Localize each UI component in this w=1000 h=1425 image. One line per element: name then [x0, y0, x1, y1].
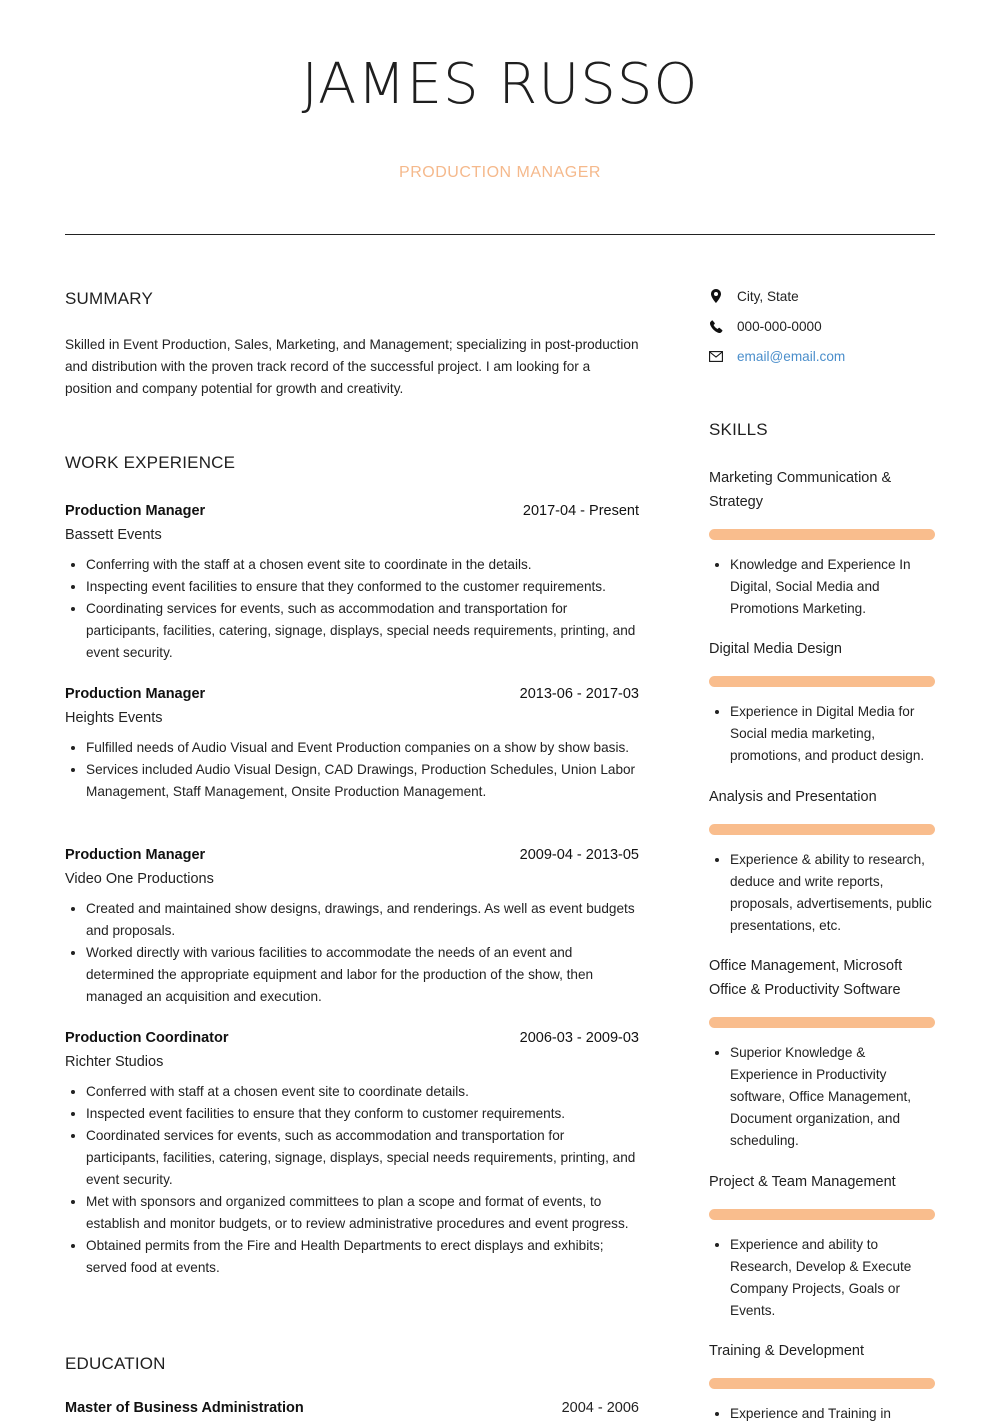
skill-level-bar: [709, 529, 935, 540]
job-entry: [65, 682, 639, 803]
education-dates: 2004 - 2006: [561, 1400, 639, 1416]
contact-phone: [709, 316, 822, 336]
location-text: City, State: [737, 288, 799, 304]
job-bullet: • Met with sponsors and organized committees to plan a scope and format of events, to establish and monitor budgets, or to review administrative procedures and event progress.: [86, 1191, 639, 1235]
skill-entry: [709, 1339, 935, 1425]
skill-bullets: [709, 701, 935, 767]
job-position: Production Manager: [65, 686, 206, 702]
location-pin-icon: [709, 288, 723, 304]
job-dates: 2013-06 - 2017-03: [519, 686, 639, 702]
skill-entry: [709, 785, 935, 937]
skill-bullet: • Knowledge and Experience In Digital, Social Media and Promotions Marketing.: [730, 554, 935, 620]
skill-bullets: [709, 1403, 935, 1425]
contact-location: [709, 286, 799, 306]
candidate-name: JAMES RUSSO: [301, 52, 699, 117]
skill-level-bar: [709, 1209, 935, 1220]
skill-name: Training & Development: [709, 1343, 865, 1359]
job-bullets: [65, 1081, 639, 1279]
skill-bullets: [709, 849, 935, 937]
job-dates: 2009-04 - 2013-05: [519, 847, 639, 863]
header-divider: [65, 234, 935, 235]
job-bullet: • Inspecting event facilities to ensure that they conformed to the customer requirements.: [86, 576, 639, 598]
job-title-subtitle: PRODUCTION MANAGER: [399, 164, 601, 181]
skill-bullet: • Experience and ability to Research, Develop & Execute Company Projects, Goals or Events.: [730, 1234, 935, 1322]
job-bullet: • Created and maintained show designs, drawings, and renderings. As well as event budgets and proposals.: [86, 898, 639, 942]
phone-text: 000-000-0000: [737, 318, 822, 334]
job-bullets: [65, 554, 639, 664]
skill-level-bar: [709, 824, 935, 835]
job-position: Production Coordinator: [65, 1030, 229, 1046]
job-dates: 2006-03 - 2009-03: [519, 1030, 639, 1046]
job-bullet: • Coordinating services for events, such as accommodation and transportation for participants, facilities, catering, signage, displays, special needs requirements, printing, and event security.: [86, 598, 639, 664]
job-bullet: • Conferring with the staff at a chosen event site to coordinate in the details.: [86, 554, 639, 576]
skill-level-bar: [709, 1378, 935, 1389]
skill-name: Office Management, Microsoft Office & Productivity Software: [709, 958, 903, 998]
job-bullet: • Fulfilled needs of Audio Visual and Event Production companies on a show by show basis.: [86, 737, 639, 759]
skill-entry: [709, 466, 935, 620]
job-company: Heights Events: [65, 710, 163, 726]
summary-text: Skilled in Event Production, Sales, Marketing, and Management; specializing in post-production and distribution with the proven track record of the successful project. I am looking for a position and company potential for growth and creativity.: [65, 337, 639, 396]
skill-name: Analysis and Presentation: [709, 789, 877, 805]
job-bullet: • Worked directly with various facilities to accommodate the needs of an event and determined the appropriate equipment and labor for the production of the show, then managed an acquisition and execution.: [86, 942, 639, 1008]
phone-icon: [709, 318, 723, 334]
skill-bullet: • Experience & ability to research, deduce and write reports, proposals, advertisements, public presentations, etc.: [730, 849, 935, 937]
contact-email[interactable]: [709, 346, 845, 366]
skill-name: Digital Media Design: [709, 641, 842, 657]
skill-level-bar: [709, 1017, 935, 1028]
skill-entry: [709, 1170, 935, 1322]
job-bullet: • Conferred with staff at a chosen event site to coordinate details.: [86, 1081, 639, 1103]
job-company: Richter Studios: [65, 1054, 164, 1070]
skills-heading: SKILLS: [709, 420, 768, 439]
email-link[interactable]: email@email.com: [737, 348, 846, 364]
job-dates: 2017-04 - Present: [522, 503, 639, 519]
job-company: Video One Productions: [65, 871, 214, 887]
job-bullets: [65, 737, 639, 803]
job-bullet: • Obtained permits from the Fire and Health Departments to erect displays and exhibits; served food at events.: [86, 1235, 639, 1279]
skill-entry: [709, 637, 935, 767]
job-bullet: • Coordinated services for events, such as accommodation and transportation for participants, facilities, catering, signage, displays, special needs requirements, printing, and event security.: [86, 1125, 639, 1191]
skill-bullet: • Experience and Training in: [730, 1403, 935, 1425]
job-entry: [65, 1026, 639, 1279]
job-bullet: • Services included Audio Visual Design, CAD Drawings, Production Schedules, Union Labor Management, Staff Management, Onsite Production Management.: [86, 759, 639, 803]
job-company: Bassett Events: [65, 527, 162, 543]
skill-level-bar: [709, 676, 935, 687]
summary-heading: SUMMARY: [65, 289, 153, 308]
envelope-icon: [709, 348, 723, 364]
job-bullet: • Inspected event facilities to ensure that they conform to customer requirements.: [86, 1103, 639, 1125]
job-bullets: [65, 898, 639, 1008]
skill-name: Project & Team Management: [709, 1174, 896, 1190]
skill-name: Marketing Communication & Strategy: [709, 470, 892, 510]
skill-entry: [709, 954, 935, 1152]
skill-bullet: • Superior Knowledge & Experience in Productivity software, Office Management, Document organization, and scheduling.: [730, 1042, 935, 1152]
skill-bullets: [709, 554, 935, 620]
job-entry: [65, 843, 639, 1008]
education-degree: Master of Business Administration: [65, 1400, 304, 1416]
skill-bullets: [709, 1042, 935, 1152]
education-heading: EDUCATION: [65, 1354, 166, 1373]
education-entry: [65, 1396, 639, 1420]
skill-bullet: • Experience in Digital Media for Social media marketing, promotions, and product design.: [730, 701, 935, 767]
work-experience-heading: WORK EXPERIENCE: [65, 453, 236, 472]
job-position: Production Manager: [65, 503, 206, 519]
skill-bullets: [709, 1234, 935, 1322]
job-position: Production Manager: [65, 847, 206, 863]
job-entry: [65, 499, 639, 664]
